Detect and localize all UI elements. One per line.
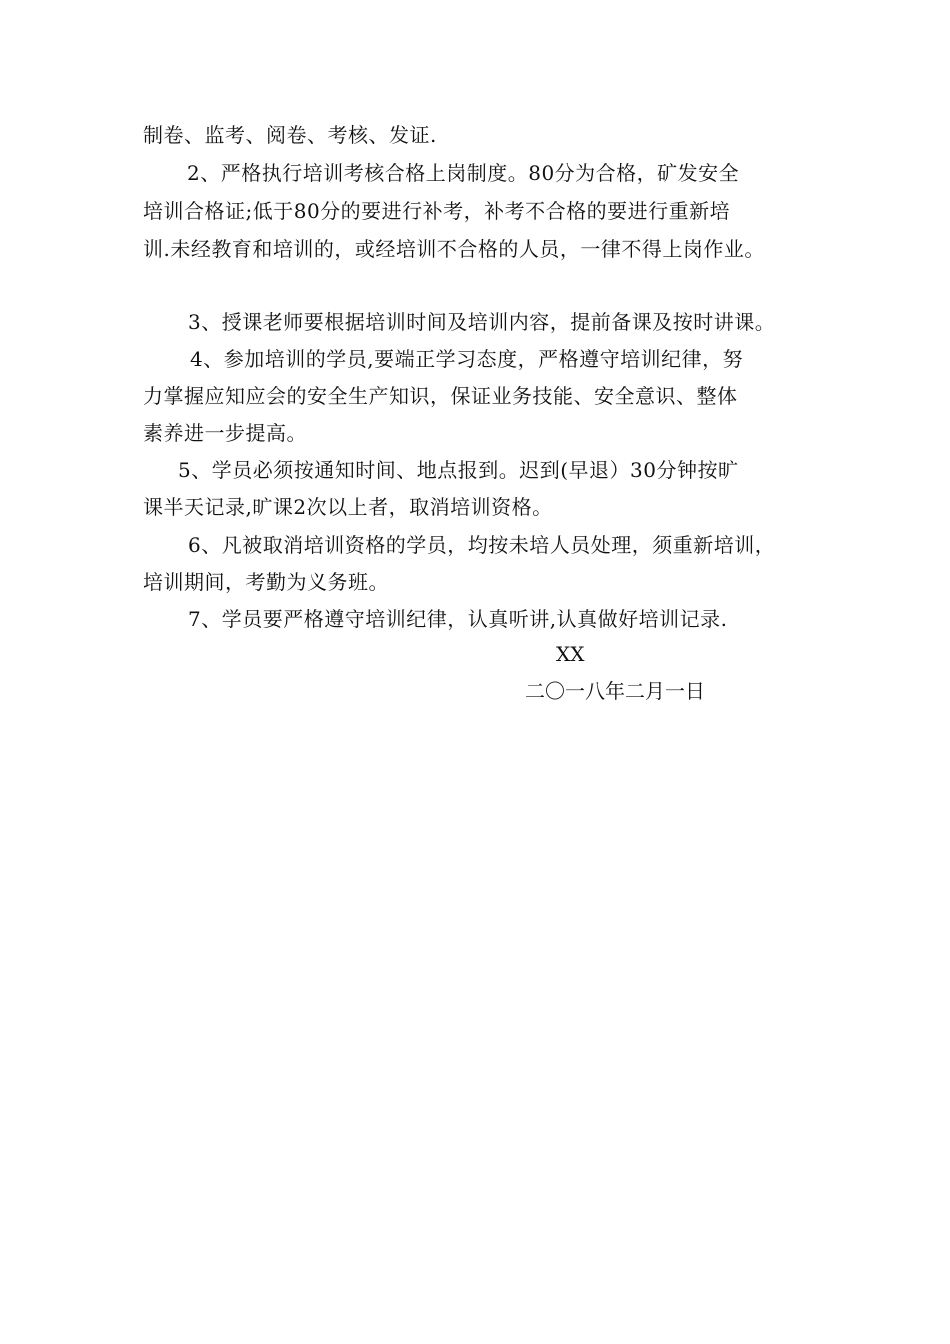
- paragraph-line: 培训期间，考勤为义务班。: [143, 570, 389, 594]
- paragraph-line: 制卷、监考、阅卷、考核、发证.: [143, 123, 437, 147]
- signature-date: 二〇一八年二月一日: [525, 679, 705, 703]
- paragraph-line: 训.未经教育和培训的，或经培训不合格的人员，一律不得上岗作业。: [143, 237, 765, 261]
- paragraph-line: 素养进一步提高。: [143, 421, 307, 445]
- paragraph-line: 培训合格证;低于80分的要进行补考，补考不合格的要进行重新培: [143, 199, 731, 223]
- paragraph-line: 3、授课老师要根据培训时间及培训内容，提前备课及按时讲课。: [188, 310, 776, 334]
- paragraph-line: 力掌握应知应会的安全生产知识，保证业务技能、安全意识、整体: [143, 384, 738, 408]
- signature-org: XX: [556, 642, 585, 666]
- paragraph-line: 2、严格执行培训考核合格上岗制度。80分为合格，矿发安全: [187, 161, 740, 185]
- paragraph-line: 6、凡被取消培训资格的学员，均按未培人员处理，须重新培训，: [188, 533, 776, 557]
- paragraph-line: 课半天记录,旷课2次以上者，取消培训资格。: [143, 495, 553, 519]
- paragraph-line: 5、学员必须按通知时间、地点报到。迟到(早退）30分钟按旷: [178, 458, 739, 482]
- paragraph-line: 4、参加培训的学员,要端正学习态度，严格遵守培训纪律，努: [190, 347, 744, 371]
- paragraph-line: 7、学员要严格遵守培训纪律，认真听讲,认真做好培训记录.: [188, 607, 728, 631]
